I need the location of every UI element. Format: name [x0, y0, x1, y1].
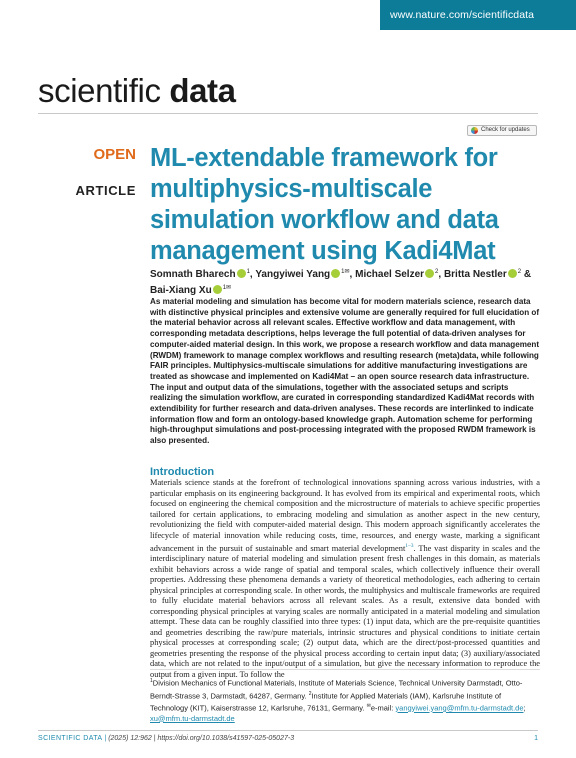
author-affiliation: 2 — [517, 269, 522, 275]
section-heading-introduction: Introduction — [150, 466, 215, 478]
affiliation-sup: 1 — [150, 678, 153, 684]
author-name[interactable]: Michael Selzer — [355, 269, 425, 280]
abstract: As material modeling and simulation has become vital for modern materials science, research data with distinctive physical principles and extensive volume are generally required for full elucidation of the material behavior across all relevant scales. Effective workflow and data management, with corresponding metadata descriptions, helps leverage the full potential of data-driven analyses for computer-aided material design. In this work, we propose a research workflow and data management (RWDM) framework to manage complex workflows and resulting research (meta)data, while following FAIR principles. Multiphysics-multiscale simulations for additive manufacturing investigations are treated as showcase and implemented on Kadi4Mat – an open source research data infrastructure. The input and output data of the simulations, together with the associated setups and scripts realizing the simulation workflow, are curated in corresponding standardized Kadi4Mat records with extendibility for further research and data-driven analyses. These records are interlinked to indicate information flow and form an ontology-based knowledge graph. Automation scheme for performing high-throughput simulations and post-processing integrated with the proposed RWDM framework is also presented. — [150, 297, 540, 446]
citation-link[interactable]: 1–3 — [405, 543, 414, 549]
check-for-updates-button[interactable] — [467, 125, 537, 136]
intro-text-part-b: . The vast disparity in scales and the interdisciplinary nature of material modeling and simulation present fresh challenges in this domain, as materials exhibit behaviors across a wide range of spatial and temporal scales, which collectively influence their overall properties. Addressing these phenomena demands a variety of theoretical methodologies, each adhering to certain physical principles at corresponding scale. In other words, the multiphysics and multiscale frameworks are required to fully elucidate material behaviors across all relevant scales. As a result, extensive data bonded with corresponding physical principles at varying scales are normally anticipated in a material modeling and simulation attempt. These data can be roughly classified into three types: (1) input data, which are the pre-requisite quantities and geometries describing the raw/pure materials, intrinsic structures and physical conditions to initiate certain physical processes at corresponding scale; (2) output data, which are the direct/post-processed quantities and geometries presenting the response of the physical process according to certain input data; (3) auxiliary/associated data, which are not related to the input/output of a simulation, but give the necessary information to reproduce the output from a given input. To follow the — [150, 543, 540, 679]
footer-citation[interactable]: (2025) 12:962 | https://doi.org/10.1038/s41597-025-05027-3 — [108, 735, 295, 742]
check-updates-label: Check for updates — [481, 127, 530, 133]
journal-url[interactable]: www.nature.com/scientificdata — [390, 9, 535, 21]
article-type-label: ARTICLE — [75, 183, 136, 198]
author-affiliation: 1 — [341, 269, 345, 275]
orcid-icon[interactable] — [213, 285, 222, 294]
page-number: 1 — [534, 735, 538, 742]
author-name[interactable]: Somnath Bharech — [150, 269, 236, 280]
introduction-text — [150, 478, 540, 680]
mail-icon: ✉ — [366, 703, 371, 709]
affiliation-rule — [150, 669, 540, 670]
journal-url-bar[interactable] — [380, 0, 576, 30]
affiliation-2: Institute for Applied Materials (IAM), Karlsruhe Institute of Technology (KIT), Kaiserstrasse 12, Karlsruhe, 76131, Germany. — [150, 691, 502, 713]
open-access-label: OPEN — [93, 146, 136, 163]
email-link[interactable]: xu@mfm.tu-darmstadt.de — [150, 713, 235, 723]
author-name[interactable]: Yangyiwei Yang — [255, 269, 331, 280]
header-rule — [38, 113, 538, 114]
email-link[interactable]: yangyiwei.yang@mfm.tu-darmstadt.de — [395, 703, 524, 713]
mail-icon[interactable]: ✉ — [344, 269, 350, 275]
footer-separator: | — [102, 735, 109, 742]
orcid-icon[interactable] — [425, 269, 434, 278]
footer-journal: SCIENTIFIC DATA — [38, 735, 103, 742]
author-affiliation: 2 — [435, 269, 439, 275]
email-prefix: e-mail: — [370, 703, 396, 713]
affiliations: $^1$Division Mechanics of Functional Materials, Institute of Materials Science, Technical University Darmstadt, Otto-Berndt-Strasse 3, Darmstadt, 64287, Germany. $^2$Institute for Applied Materials (IAM), Karlsruhe Institute of Technology (KIT), Kaiserstrasse 12, Karlsruhe, 76131, Germany. ✉e-mail: yangyiwei.yang@mfm.tu-darmstadt.de; xu@mfm.tu-darmstadt.de — [150, 678, 526, 723]
mail-icon[interactable]: ✉ — [226, 284, 232, 291]
orcid-icon[interactable] — [237, 269, 246, 278]
affiliation-1: Division Mechanics of Functional Materials, Institute of Materials Science, Technical University Darmstadt, Otto-Berndt-Strasse 3, Darmstadt, 64287, Germany. — [150, 678, 523, 700]
crossmark-icon — [471, 127, 478, 134]
logo-text-light: scientific — [38, 72, 161, 109]
article-title: ML-extendable framework for multiphysics-multiscale simulation workflow and data management using Kadi4Mat — [150, 144, 499, 265]
orcid-icon[interactable] — [331, 269, 340, 278]
journal-logo — [38, 72, 236, 110]
logo-text-bold: data — [169, 72, 236, 109]
author-affiliation: 1 — [246, 269, 250, 275]
orcid-icon[interactable] — [508, 269, 517, 278]
intro-text-part-a: Materials science stands at the forefront of technological innovations spanning across various industries, with a particular emphasis on its engineering background. It has evolved from its empirical and experimental roots, which focused on engineering the chemical composition and the microstructure of materials to achieve specific properties tailored for certain applications, to embracing modeling and simulation as another aspect in the new century, revolutionizing the field with computer-aided material design. This modern approach significantly accelerates the lifecycle of material innovation while reducing costs, time, resources, and energy waste, marking a significant advancement in the pursuit of sustainable and smart material development — [150, 478, 540, 553]
author-list: Somnath Bharech $^1$, Yangyiwei Yang $^{1✉}$, Michael Selzer $^2$, Britta Nestler $^2$ & Bai-Xiang Xu $^{1✉}$ — [150, 269, 532, 296]
affiliation-sup: 2 — [308, 690, 312, 697]
author-name[interactable]: Bai-Xiang Xu — [150, 284, 212, 296]
page-footer — [38, 735, 538, 742]
author-affiliation: 1 — [222, 284, 227, 291]
author-name[interactable]: Britta Nestler — [443, 269, 507, 280]
footer-rule — [38, 730, 538, 731]
